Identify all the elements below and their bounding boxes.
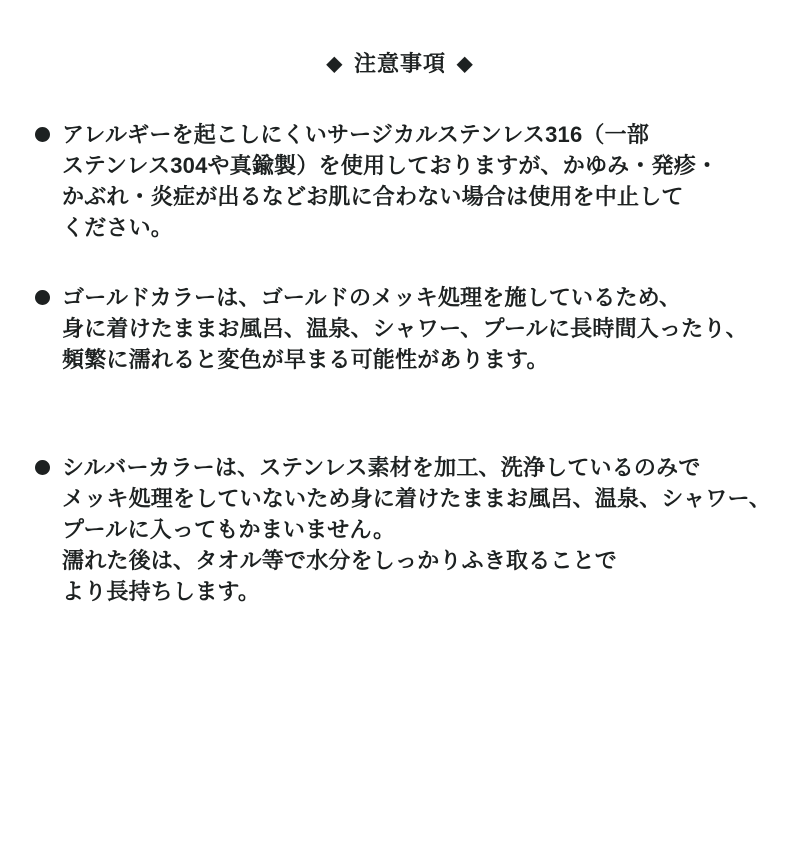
notice-text (62, 282, 775, 375)
page-title-text: 注意事項 (353, 51, 446, 76)
diamond-left-icon: ◆ (326, 53, 343, 75)
notice-item-silver-color (35, 452, 775, 607)
bullet-icon (35, 127, 50, 142)
notice-line: かぶれ・炎症が出るなどお肌に合わない場合は使用を中止して (62, 184, 684, 209)
bullet-icon (35, 290, 50, 305)
notice-line: 身に着けたままお風呂、温泉、シャワー、プールに長時間入ったり、 (62, 316, 748, 341)
bullet-icon (35, 460, 50, 475)
page-title (0, 48, 800, 81)
notice-line: 濡れた後は、タオル等で水分をしっかりふき取ることで (62, 548, 618, 573)
notice-line: ゴールドカラーは、ゴールドのメッキ処理を施しているため、 (62, 285, 682, 310)
notice-line: ステンレス304や真鍮製）を使用しておりますが、かゆみ・発疹・ (62, 153, 719, 178)
notice-line: メッキ処理をしていないため身に着けたままお風呂、温泉、シャワー、 (62, 486, 772, 511)
notice-item-allergy (35, 119, 775, 243)
notice-line: より長持ちします。 (62, 579, 261, 604)
diamond-right-icon: ◆ (457, 53, 474, 75)
notice-line: シルバーカラーは、ステンレス素材を加工、洗浄しているのみで (62, 455, 701, 480)
notice-item-gold-color (35, 282, 775, 375)
notice-text (62, 119, 775, 243)
notice-line: プールに入ってもかまいません。 (62, 517, 396, 542)
notice-line: 頻繁に濡れると変色が早まる可能性があります。 (62, 347, 549, 372)
notice-text (62, 452, 775, 607)
notice-page (0, 48, 800, 848)
notice-line: ください。 (62, 215, 174, 240)
notice-line: アレルギーを起こしにくいサージカルステンレス316（一部 (62, 122, 650, 147)
